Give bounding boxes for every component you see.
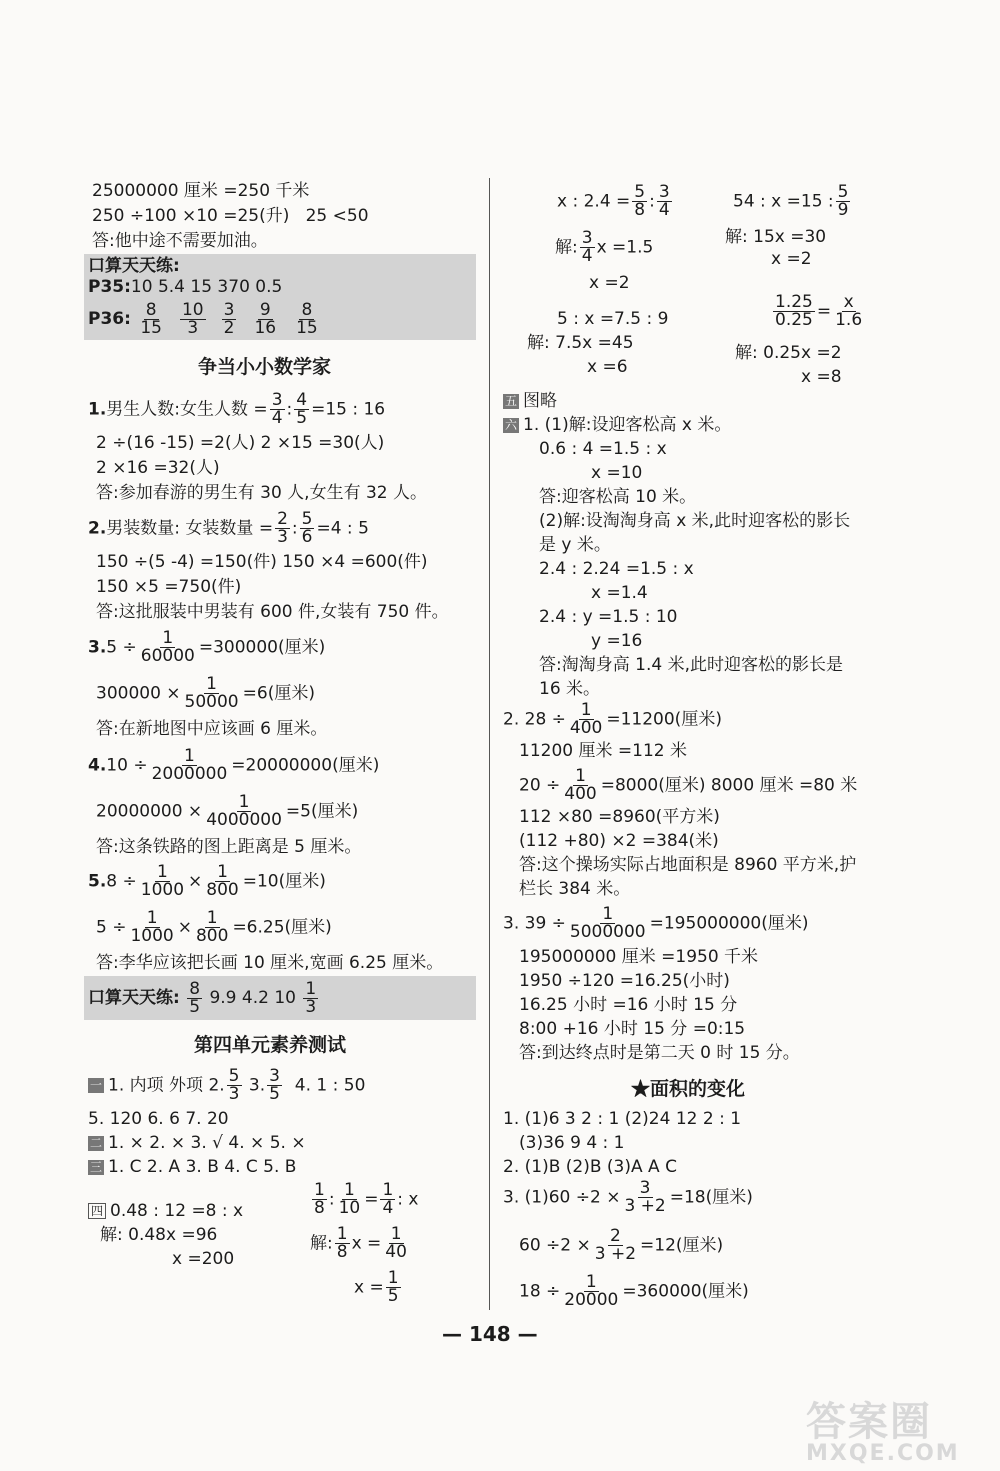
denominator: 4 (658, 200, 670, 220)
line: 0.6 : 4 =1.5 : x (539, 439, 667, 459)
fraction (294, 299, 320, 338)
numerator: 1 (387, 1268, 399, 1288)
q5-answer: 答:李华应该把长画 10 厘米,宽画 6.25 厘米。 (96, 953, 444, 973)
denominator: 20000 (564, 1290, 619, 1310)
numerator: 10 (181, 299, 204, 320)
answer-line: 答:他中途不需要加油。 (92, 231, 268, 251)
numerator: 1 (206, 674, 217, 694)
denominator: 0.25 (775, 310, 813, 330)
numerator: 1 (217, 862, 228, 882)
fraction (275, 511, 290, 546)
numerator: 1 (575, 766, 586, 786)
fraction (337, 1182, 363, 1217)
eq-line: 54 : x =15 : $\frac{5}{9}$ (733, 182, 849, 220)
numerator: 2 (609, 1226, 621, 1246)
line: 答:这个操场实际占地面积是 8960 平方米,护 (519, 855, 857, 875)
p35-line: P35:10 5.4 15 370 0.5 (88, 277, 283, 297)
line: 8:00 +16 小时 15 分 =0:15 (519, 1019, 746, 1039)
q5-line: 5.8 ÷ $\frac{1}{1000}$ × $\frac{1}{800}$ =10(厘米) (88, 862, 326, 900)
column-divider (489, 178, 490, 1310)
test-row5: 四 0.48 : 12 =8 : x (88, 1200, 243, 1222)
line: (3)36 9 4 : 1 (519, 1133, 625, 1153)
numerator: 1 (238, 792, 250, 812)
q2-line3: 150 ×5 =750(件) (96, 577, 242, 597)
line: 112 ×80 =8960(平方米) (519, 807, 720, 827)
fraction (300, 511, 315, 546)
line: x =10 (591, 463, 643, 483)
numerator: 1 (162, 628, 174, 648)
line: 1950 ÷120 =16.25(小时) (519, 971, 730, 991)
line: 2. (1)B (2)B (3)A A C (503, 1157, 677, 1177)
fraction (139, 864, 186, 899)
denominator: 3 +2 (624, 1196, 666, 1216)
q4-answer: 答:这条铁路的图上距离是 5 厘米。 (96, 837, 362, 857)
fraction (204, 864, 240, 899)
denominator: 5000000 (569, 922, 646, 942)
kousuan-title: 口算天天练: (88, 256, 180, 276)
denominator: 1000 (140, 880, 185, 900)
line: y =16 (591, 631, 643, 651)
fraction (294, 392, 309, 427)
line: 答:到达终点时是第二天 0 时 15 分。 (519, 1043, 800, 1063)
numerator: 1 (580, 700, 592, 720)
denominator: 1.6 (835, 310, 863, 330)
eq-line: 5 : x =7.5 : 9 (557, 309, 669, 329)
denominator: 16 (254, 317, 277, 338)
test-row1: 一 1. 内项 外项 2. $\frac{5}{3}$ 3. $\frac{3}{5}$ 4. 1 : 50 (90, 1066, 366, 1104)
q1-line2: 2 ÷(16 -15) =2(人) 2 ×15 =30(人) (96, 433, 385, 453)
numerator: 1 (206, 908, 218, 928)
numerator: 1.25 (775, 292, 813, 312)
denominator: 5 (189, 996, 201, 1017)
fraction (562, 1274, 620, 1309)
numerator: x (843, 292, 854, 312)
q2-line2: 150 ÷(5 -4) =150(件) 150 ×4 =600(件) (96, 552, 428, 572)
fraction (580, 230, 595, 265)
line: (112 +80) ×2 =384(米) (519, 831, 719, 851)
denominator: 400 (569, 718, 603, 738)
numerator: 5 (228, 1066, 240, 1086)
denominator: 4 (382, 1198, 394, 1218)
test-row2: 5. 120 6. 6 7. 20 (88, 1109, 229, 1129)
numerator: 3 (269, 1066, 280, 1086)
fraction (335, 1226, 350, 1261)
section-title: 争当小小数学家 (198, 356, 332, 378)
eq-line: 解: 7.5x =45 (527, 333, 634, 353)
numerator: 5 (837, 182, 849, 202)
fraction (267, 1068, 282, 1103)
line: 250 ÷100 ×10 =25(升) 25 <50 (92, 206, 369, 226)
line: 2.4 : y =1.5 : 10 (539, 607, 678, 627)
fraction (183, 676, 241, 711)
fraction (303, 978, 318, 1017)
line: 答:淘淘身高 1.4 米,此时迎客松的影长是 (539, 655, 843, 675)
eq-line: 解: 0.25x =2 (735, 343, 842, 363)
eq-line: x : 2.4 = $\frac{5}{8}$ : $\frac{3}{4}$ (557, 182, 670, 220)
denominator: 800 (206, 880, 239, 900)
test-row5b: $\frac{1}{8}$ : $\frac{1}{10}$ = $\frac{1}{4}$ : x (314, 1180, 419, 1218)
fraction (386, 1270, 401, 1305)
numerator: 1 (184, 746, 195, 766)
line: 答:迎客松高 10 米。 (539, 487, 697, 507)
fraction (194, 910, 230, 945)
q3-answer: 答:在新地图中应该画 6 厘米。 (96, 719, 328, 739)
fraction (380, 1182, 395, 1217)
line: 栏长 384 米。 (519, 879, 631, 899)
line: x =1.4 (591, 583, 648, 603)
denominator: 8 (336, 1242, 348, 1262)
q1-line3: 2 ×16 =32(人) (96, 458, 220, 478)
denominator: 800 (195, 926, 229, 946)
denominator: 4 (271, 408, 283, 428)
denominator: 3 +2 (594, 1244, 637, 1264)
denominator: 1000 (130, 926, 174, 946)
numerator: 3 (271, 390, 283, 410)
fraction (139, 630, 197, 665)
numerator: 3 (223, 299, 235, 320)
section-title: ★面积的变化 (631, 1078, 746, 1100)
q5-line2: 5 ÷ $\frac{1}{1000}$ × $\frac{1}{800}$ =6.25(厘米) (96, 908, 332, 946)
fraction (383, 1226, 409, 1261)
denominator: 5 (269, 1084, 280, 1104)
denominator: 3 (277, 527, 288, 547)
numerator: 2 (277, 509, 288, 529)
numerator: 1 (314, 1180, 325, 1200)
q3-line: 3. 39 ÷ $\frac{1}{5000000}$ =195000000(厘米) (503, 904, 809, 942)
watermark-logo: 答案圈 MXQE.COM (806, 1399, 960, 1466)
test-row7: x =200 (172, 1249, 235, 1269)
denominator: 15 (140, 317, 162, 338)
denominator: 5 (296, 408, 308, 428)
test-row6b: 解: $\frac{1}{8}$ x = $\frac{1}{40}$ (310, 1224, 407, 1262)
q4-line: 4.10 ÷ $\frac{1}{2000000}$ =20000000(厘米) (88, 746, 380, 784)
denominator: 400 (564, 784, 597, 804)
fraction (150, 748, 230, 783)
fraction (227, 1068, 242, 1103)
eq-line: x =8 (801, 367, 842, 387)
numerator: 8 (189, 978, 201, 999)
numerator: 5 (634, 182, 646, 202)
line: 25000000 厘米 =250 千米 (92, 181, 310, 201)
numerator: 8 (145, 299, 157, 320)
fraction (180, 299, 206, 338)
denominator: 3 (228, 1084, 240, 1104)
denominator: 10 (338, 1198, 361, 1218)
numerator: 1 (602, 904, 614, 924)
numerator: 1 (156, 862, 168, 882)
eq-line: $\frac{1.25}{0.25}$ = $\frac{x}{1.6}$ (775, 292, 863, 330)
denominator: 2 (223, 317, 235, 338)
denominator: 60000 (140, 646, 195, 666)
numerator: 8 (301, 299, 313, 320)
fraction (222, 299, 237, 338)
line: 3. (1)60 ÷2 × $\frac{3}{3 +2}$ =18(厘米) (503, 1178, 753, 1216)
q3-line2: 300000 × $\frac{1}{50000}$ =6(厘米) (96, 674, 315, 712)
fraction (562, 768, 598, 803)
fraction (632, 184, 647, 219)
line: 195000000 厘米 =1950 千米 (519, 947, 759, 967)
item-six: 六 1. (1)解:设迎客松高 x 米。 (505, 415, 732, 435)
numerator: 9 (259, 299, 271, 320)
fraction (593, 1228, 638, 1263)
eq-line: 解: 15x =30 (725, 227, 827, 247)
fraction (204, 794, 284, 829)
numerator: 1 (343, 1180, 355, 1200)
numerator: 1 (336, 1224, 348, 1244)
fraction (568, 702, 604, 737)
fraction (773, 294, 815, 329)
numerator: 3 (639, 1178, 651, 1198)
denominator: 4 (581, 246, 593, 266)
q2-line: 2. 28 ÷ $\frac{1}{400}$ =11200(厘米) (503, 700, 722, 738)
test-row4: 三 1. C 2. A 3. B 4. C 5. B (90, 1157, 297, 1177)
fraction (657, 184, 672, 219)
fraction (312, 1182, 327, 1217)
numerator: 4 (296, 390, 308, 410)
line: 16 米。 (539, 679, 601, 699)
item-five: 五 图略 (505, 391, 558, 411)
denominator: 2000000 (151, 764, 228, 784)
eq-line: 解: $\frac{3}{4}$ x =1.5 (555, 228, 654, 266)
fraction (138, 299, 164, 338)
test-row3: 二 1. × 2. × 3. √ 4. × 5. × (90, 1133, 306, 1153)
fraction (128, 910, 175, 945)
numerator: 1 (382, 1180, 394, 1200)
denominator: 50000 (184, 692, 239, 712)
q2-answer: 答:这批服装中男装有 600 件,女装有 750 件。 (96, 602, 449, 622)
denominator: 3 (305, 996, 317, 1017)
numerator: 5 (301, 509, 313, 529)
numerator: 1 (585, 1272, 597, 1292)
numerator: 1 (146, 908, 158, 928)
q4-line2: 20000000 × $\frac{1}{4000000}$ =5(厘米) (96, 792, 359, 830)
line: 1. (1)6 3 2 : 1 (2)24 12 2 : 1 (503, 1109, 742, 1129)
eq-line: x =2 (771, 249, 812, 269)
line: 2.4 : 2.24 =1.5 : x (539, 559, 694, 579)
fraction (568, 906, 648, 941)
denominator: 6 (301, 527, 313, 547)
page-number: — 148 — (442, 1322, 538, 1346)
fraction (187, 978, 202, 1017)
test-row6: 解: 0.48x =96 (100, 1225, 218, 1245)
line: 11200 厘米 =112 米 (519, 741, 687, 761)
numerator: 3 (581, 228, 593, 248)
section-title: 第四单元素养测试 (194, 1034, 347, 1056)
denominator: 3 (187, 317, 199, 338)
eq-line: x =2 (589, 273, 630, 293)
line: 60 ÷2 × $\frac{2}{3 +2}$ =12(厘米) (519, 1226, 724, 1264)
line: 20 ÷ $\frac{1}{400}$ =8000(厘米) 8000 厘米 =80 米 (519, 766, 858, 804)
fraction (833, 294, 864, 329)
eq-line: x =6 (587, 357, 628, 377)
q1-answer: 答:参加春游的男生有 30 人,女生有 32 人。 (96, 483, 428, 503)
p36-line: P36: $\frac{8}{15}$ $\frac{10}{3}$ $\frac{3}{2}$ $\frac{9}{16}$ $\frac{8}{15}$ (88, 300, 334, 338)
denominator: 5 (387, 1286, 399, 1306)
denominator: 9 (837, 200, 849, 220)
denominator: 4000000 (206, 810, 282, 830)
denominator: 8 (314, 1198, 325, 1218)
line: 16.25 小时 =16 小时 15 分 (519, 995, 738, 1015)
numerator: 3 (658, 182, 670, 202)
denominator: 40 (385, 1242, 407, 1262)
numerator: 1 (305, 978, 317, 999)
q2-line: 2.男装数量: 女装数量 = $\frac{2}{3}$ : $\frac{5}{6}$ =4 : 5 (88, 509, 369, 547)
q3-line: 3.5 ÷ $\frac{1}{60000}$ =300000(厘米) (88, 628, 326, 666)
denominator: 8 (634, 200, 646, 220)
test-row7b: x = $\frac{1}{5}$ (354, 1268, 399, 1306)
q1-line: 1.男生人数:女生人数 = $\frac{3}{4}$ : $\frac{4}{5}$ =15 : 16 (88, 390, 386, 428)
line: 是 y 米。 (539, 535, 611, 555)
line: (2)解:设淘淘身高 x 米,此时迎客松的影长 (539, 511, 851, 531)
numerator: 1 (390, 1224, 402, 1244)
fraction (622, 1180, 667, 1215)
fraction (252, 299, 278, 338)
fraction (270, 392, 285, 427)
line: 18 ÷ $\frac{1}{20000}$ =360000(厘米) (519, 1272, 749, 1310)
fraction (836, 184, 851, 219)
denominator: 15 (296, 317, 318, 338)
kousuan-line-2: 口算天天练: $\frac{8}{5}$ 9.9 4.2 10 $\frac{1}{3}$ (88, 978, 317, 1017)
